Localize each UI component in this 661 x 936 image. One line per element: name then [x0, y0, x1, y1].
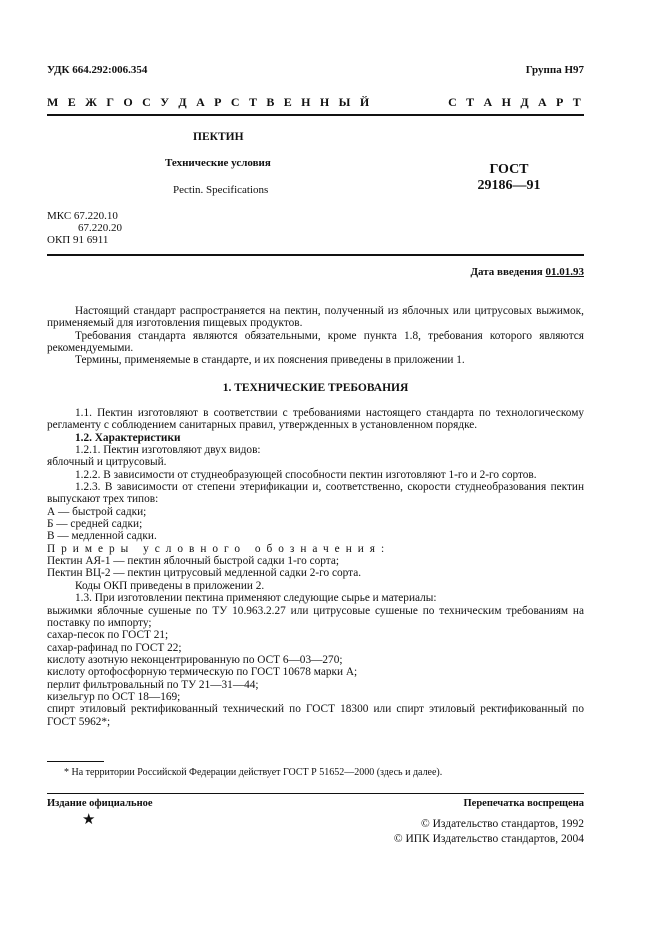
example-item: Пектин АЯ-1 — пектин яблочный быстрой садки 1-го сорта; — [47, 555, 339, 568]
example-item: Пектин ВЦ-2 — пектин цитрусовый медленной садки 2-го сорта. — [47, 567, 362, 580]
paragraph-1-1: 1.1. Пектин изготовляют в соответствии с требованиями настоящего стандарта по технологическому регламенту с соблюдением санитарных правил, утвержденных в установленном порядке. — [47, 407, 584, 432]
mks-code: МКС 67.220.10 — [47, 210, 118, 222]
doc-english-title: Pectin. Specifications — [173, 184, 269, 196]
material-item: кизельгур по ОСТ 18—169; — [47, 690, 181, 703]
material-item: перлит фильтровальный по ТУ 21—31—44; — [47, 678, 259, 691]
material-item: кислоту ортофосфорную термическую по ГОСТ 10678 марки А; — [47, 666, 358, 679]
section-body — [47, 407, 584, 728]
copyright-1992: © Издательство стандартов, 1992 — [420, 818, 584, 830]
paragraph-1-3: 1.3. При изготовлении пектина применяют следующие сырье и материалы: — [75, 592, 437, 605]
interstate-label-right: С Т А Н Д А Р Т — [448, 95, 584, 109]
doc-title: ПЕКТИН — [193, 131, 244, 143]
interstate-label-left: М Е Ж Г О С У Д А Р С Т В Е Н Н Ы Й — [47, 95, 373, 109]
material-item: сахар-рафинад по ГОСТ 22; — [47, 641, 182, 654]
material-item: спирт этиловый ректификованный технический по ГОСТ 18300 или спирт этиловый ректификованный по ГОСТ 5962*; — [47, 703, 584, 728]
footer-rule — [47, 793, 584, 794]
gost-number: 29186—91 — [477, 178, 541, 193]
section-title: 1. ТЕХНИЧЕСКИЕ ТРЕБОВАНИЯ — [222, 382, 409, 394]
material-item: кислоту азотную неконцентрированную по ОСТ 6—03—270; — [47, 653, 343, 666]
mks-code-2: 67.220.20 — [78, 222, 122, 234]
copyright-2004: © ИПК Издательство стандартов, 2004 — [393, 833, 584, 845]
intro-date — [470, 266, 584, 278]
reprint-notice: Перепечатка воспрещена — [463, 798, 584, 809]
paragraph-1-2-1-b: яблочный и цитрусовый. — [47, 456, 167, 469]
doc-subtitle: Технические условия — [165, 157, 271, 169]
type-item: В — медленной садки. — [47, 530, 157, 543]
intro-paragraph: Требования стандарта являются обязательными, кроме пункта 1.8, требования которого являются рекомендуемыми. — [47, 329, 584, 355]
star-icon: ★ — [82, 812, 96, 828]
examples-title: Примеры условного обозначения: — [47, 542, 391, 555]
paragraph-1-2-1: 1.2.1. Пектин изготовляют двух видов: — [75, 444, 261, 457]
gost-label: ГОСТ — [489, 162, 529, 177]
type-item: А — быстрой садки; — [47, 505, 147, 518]
okp-code: ОКП 91 6911 — [47, 234, 109, 246]
footnote-rule — [47, 761, 104, 762]
udk-code: УДК 664.292:006.354 — [47, 64, 148, 76]
group-code: Группа Н97 — [525, 64, 584, 76]
header-rule — [47, 114, 584, 116]
material-item: сахар-песок по ГОСТ 21; — [47, 629, 169, 642]
paragraph-1-2-title: 1.2. Характеристики — [75, 431, 181, 444]
paragraph-1-2-3: 1.2.3. В зависимости от степени этерификации и, соответственно, скорости студнеобразования пектин выпускают трех типов: — [47, 481, 584, 506]
intro-block — [47, 305, 584, 367]
material-item: выжимки яблочные сушеные по ТУ 10.963.2.27 или цитрусовые сушеные по техническим требованиям на поставку по импорту; — [47, 604, 584, 629]
official-edition: Издание официальное — [47, 798, 153, 809]
type-item: Б — средней садки; — [47, 518, 143, 531]
codes-rule — [47, 254, 584, 256]
intro-date-value: 01.01.93 — [545, 266, 584, 278]
intro-paragraph: Термины, применяемые в стандарте, и их пояснения приведены в приложении 1. — [75, 354, 465, 367]
paragraph-1-2-2: 1.2.2. В зависимости от студнеобразующей способности пектин изготовляют 1-го и 2-го сортов. — [75, 468, 537, 481]
footnote: * На территории Российской Федерации действует ГОСТ Р 51652—2000 (здесь и далее). — [64, 767, 443, 778]
intro-date-label: Дата введения — [470, 266, 543, 278]
intro-paragraph: Настоящий стандарт распространяется на пектин, полученный из яблочных или цитрусовых выжимок, применяемый для изготовления пищевых продуктов. — [47, 305, 584, 330]
okp-note: Коды ОКП приведены в приложении 2. — [75, 579, 265, 592]
